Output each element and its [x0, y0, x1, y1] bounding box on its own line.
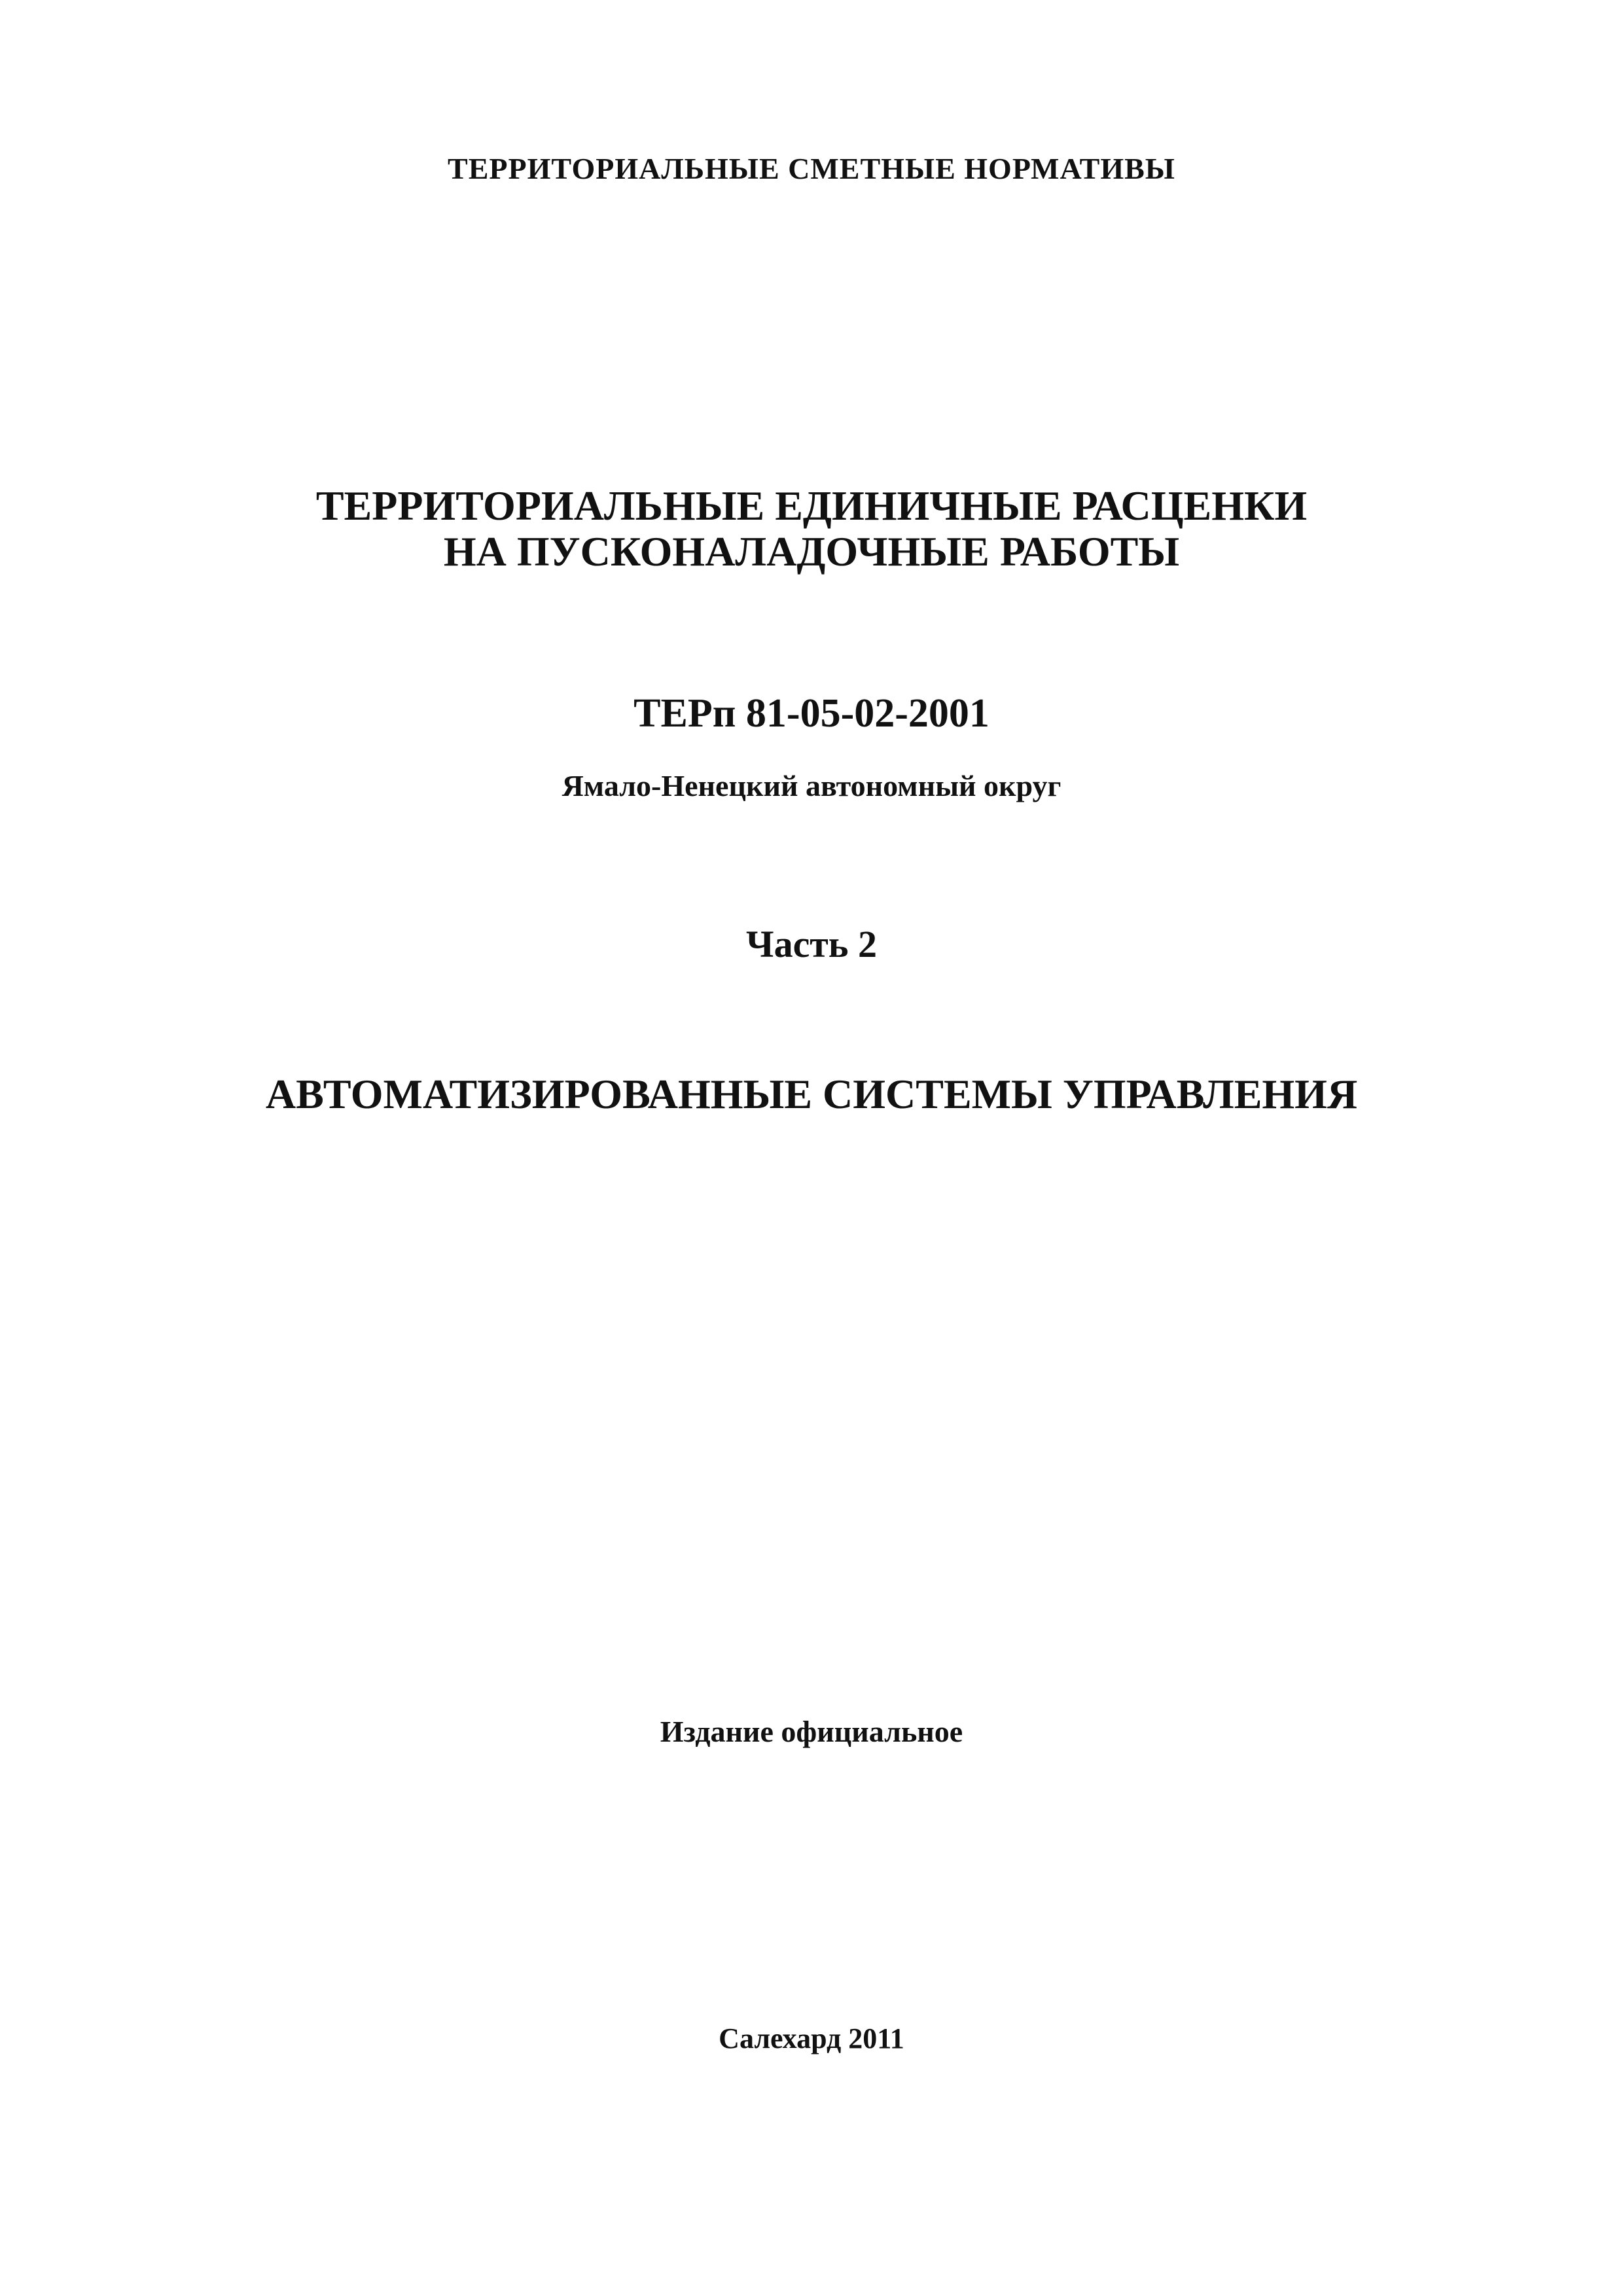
part-subject: АВТОМАТИЗИРОВАННЫЕ СИСТЕМЫ УПРАВЛЕНИЯ — [265, 1071, 1358, 1117]
region-name: Ямало-Ненецкий автономный округ — [562, 769, 1061, 802]
series-heading: ТЕРРИТОРИАЛЬНЫЕ СМЕТНЫЕ НОРМАТИВЫ — [448, 152, 1175, 185]
place-and-year: Салехард 2011 — [719, 2022, 904, 2054]
part-number: Часть 2 — [746, 923, 877, 965]
main-title-line-1: ТЕРРИТОРИАЛЬНЫЕ ЕДИНИЧНЫЕ РАСЦЕНКИ — [315, 482, 1308, 529]
main-title — [0, 483, 1623, 575]
edition-note: Издание официальное — [660, 1715, 963, 1748]
main-title-line-2: НА ПУСКОНАЛАДОЧНЫЕ РАБОТЫ — [443, 528, 1180, 575]
document-code: ТЕРп 81-05-02-2001 — [633, 691, 990, 736]
